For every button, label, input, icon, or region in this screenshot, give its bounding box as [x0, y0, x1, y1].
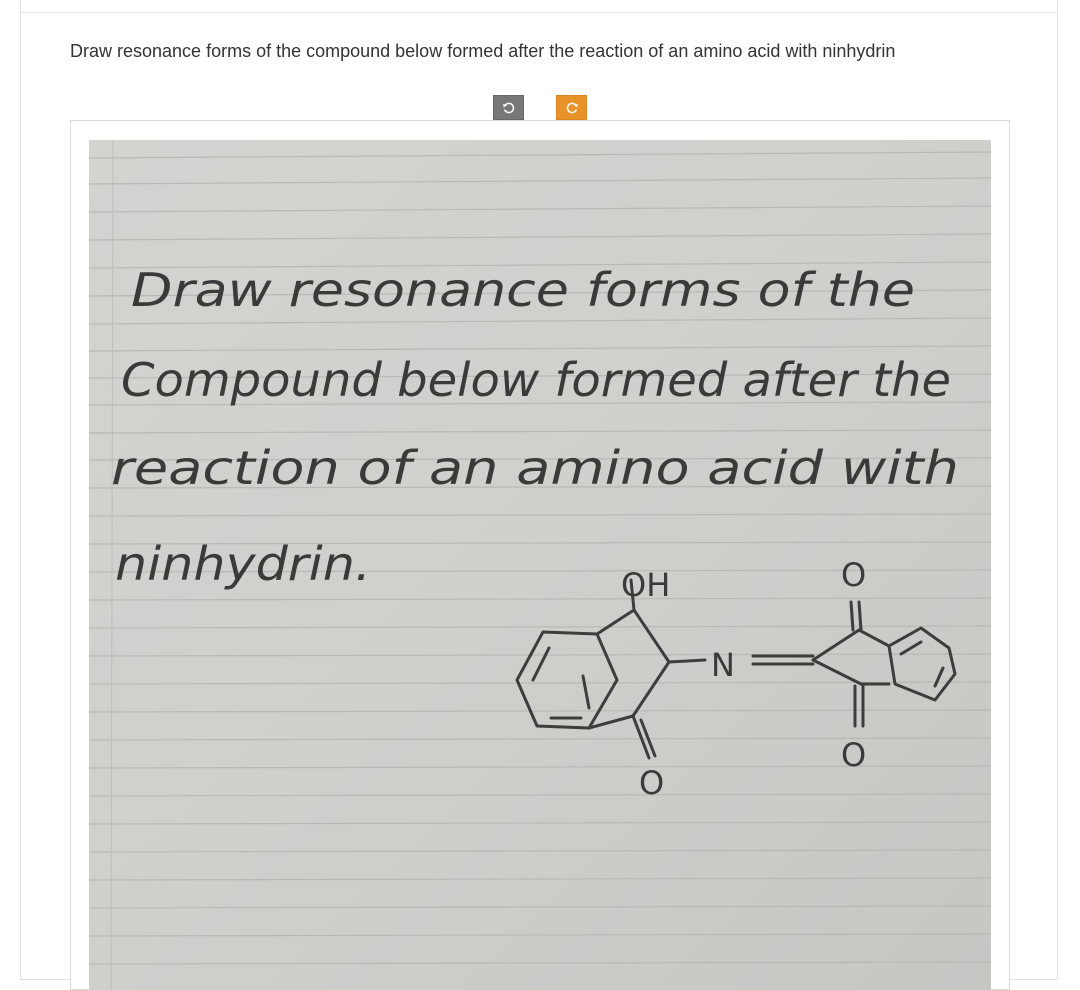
rotate-right-button[interactable] [556, 95, 587, 120]
label-o-top-right: O [841, 556, 867, 594]
card-divider [21, 12, 1057, 13]
label-n: N [711, 646, 735, 684]
note-line-1: Draw resonance forms of the [131, 263, 915, 317]
note-line-2: Compound below formed after the [121, 353, 951, 407]
question-card [20, 0, 1058, 980]
rotate-left-button[interactable] [493, 95, 524, 120]
uploaded-image-frame [70, 120, 1010, 990]
rotate-left-icon [502, 101, 516, 115]
label-o-bottom-right: O [841, 736, 867, 774]
label-o-bottom-left: O [639, 764, 665, 802]
handwritten-note-photo [89, 140, 991, 990]
note-line-4: ninhydrin. [115, 537, 371, 591]
label-oh: OH [621, 566, 671, 604]
note-line-3: reaction of an amino acid with [111, 441, 959, 495]
rotate-right-icon [565, 101, 579, 115]
question-text: Draw resonance forms of the compound below formed after the reaction of an amino acid with ninhydrin [70, 41, 896, 61]
